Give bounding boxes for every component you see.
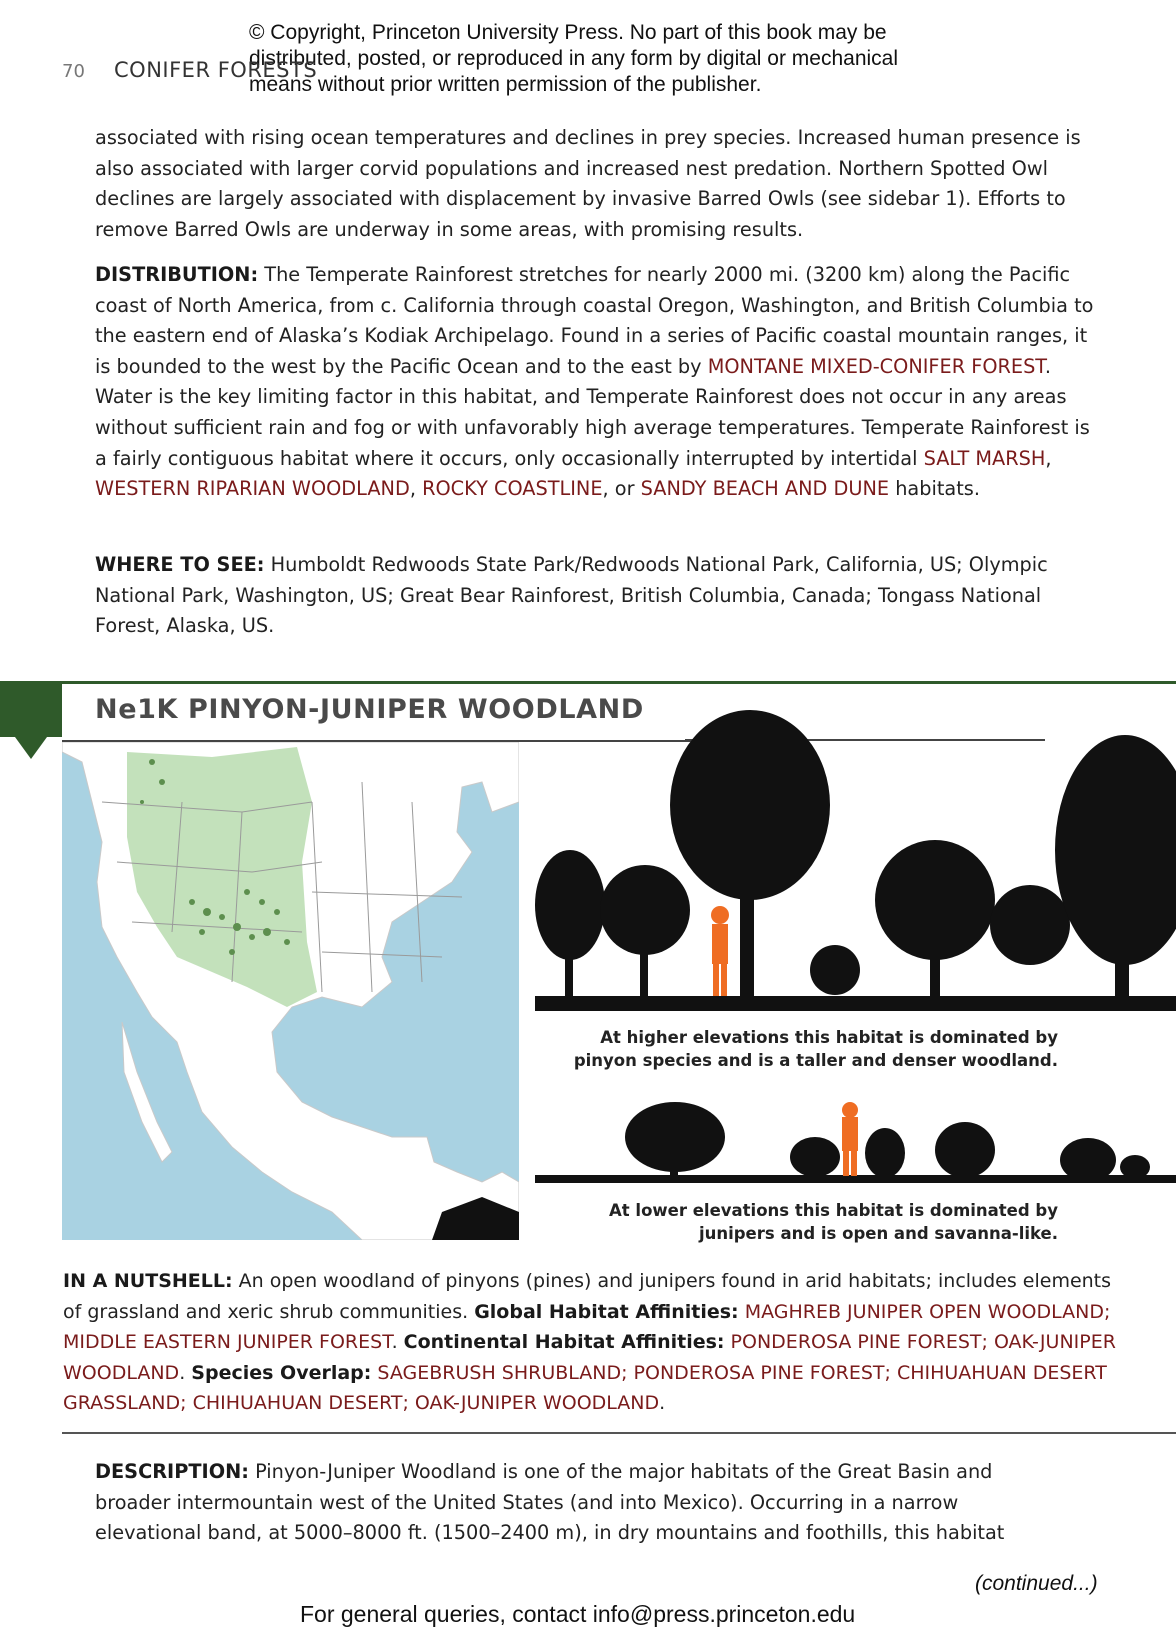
separator: . — [179, 1361, 192, 1384]
global-affinities-label: Global Habitat Affinities: — [474, 1300, 739, 1323]
copyright-line-3: means without prior written permission of the publisher. — [249, 73, 762, 96]
juniper-silhouette — [535, 1095, 1176, 1185]
habitat-link-riparian[interactable]: WESTERN RIPARIAN WOODLAND — [95, 477, 410, 501]
caption-lower: At lower elevations this habitat is dominated by junipers and is open and savanna-like. — [609, 1201, 1058, 1243]
section-tab-arrow — [15, 737, 47, 759]
land-baja-california — [122, 1022, 172, 1162]
description-paragraph — [95, 1457, 1035, 1549]
section-divider — [0, 681, 1176, 684]
separator: , — [409, 477, 423, 501]
distribution-label: DISTRIBUTION: — [95, 263, 259, 286]
running-head: CONIFER FORESTS — [114, 58, 318, 82]
person-figure — [842, 1102, 858, 1176]
pinyon-silhouette — [535, 700, 1176, 1011]
separator: , or — [602, 477, 641, 501]
habitat-link-montane[interactable]: MONTANE MIXED-CONIFER FOREST — [707, 354, 1045, 378]
nutshell-text: An open woodland of pinyons (pines) and junipers found in arid habitats; includes elements of grassland and xeric shrub communities. — [63, 1270, 1112, 1323]
where-to-see-text: Humboldt Redwoods State Park/Redwoods National Park, California, US; Olympic National Park, Washington, US; Great Bear Rainforest, British Columbia, Canada; Tongass National Forest, Alaska, US. — [95, 553, 1048, 638]
separator: , — [1045, 446, 1052, 470]
person-figure — [711, 906, 729, 996]
separator: . — [391, 1331, 404, 1354]
species-overlap-label: Species Overlap: — [191, 1361, 372, 1384]
tree-silhouettes — [535, 710, 1176, 1011]
range-map — [62, 742, 519, 1240]
habitat-link-sandy-beach[interactable]: SANDY BEACH AND DUNE — [640, 477, 890, 501]
description-text: Pinyon-Juniper Woodland is one of the major habitats of the Great Basin and broader intermountain west of the United States (and into Mexico). Occurring in a narrow elevational band, at 5000–8000 ft. (1500–2400 m), in dry mountains and foothills, this habitat — [95, 1460, 1005, 1545]
habitat-link-salt-marsh[interactable]: SALT MARSH — [923, 446, 1046, 470]
continental-affinities-label: Continental Habitat Affinities: — [403, 1331, 725, 1354]
copyright-notice — [249, 20, 969, 98]
section-title: Ne1K PINYON-JUNIPER WOODLAND — [95, 694, 644, 725]
range-map-graphic — [62, 742, 519, 1240]
pinyon-illustration — [535, 700, 1176, 1011]
description-label: DESCRIPTION: — [95, 1460, 249, 1483]
where-to-see-paragraph — [95, 550, 1095, 642]
nutshell-rule — [62, 1432, 1176, 1434]
distribution-text: The Temperate Rainforest stretches for nearly 2000 mi. (3200 km) along the Pacific coast of North America, from c. California through coastal Oregon, Washington, and British Columbia to the eastern end of Alaska’s Kodiak Archipelago. Found in a series of Pacific coastal mountain ranges, it is bounded to the west by the Pacific Ocean and to the east by — [95, 263, 1094, 378]
copyright-line-2: distributed, posted, or reproduced in any form by digital or mechanical — [249, 47, 899, 70]
caption-upper: At higher elevations this habitat is dominated by pinyon species and is a taller and denser woodland. — [573, 1028, 1058, 1070]
habitat-link-rocky-coastline[interactable]: ROCKY COASTLINE — [422, 477, 603, 501]
nutshell-label: IN A NUTSHELL: — [63, 1270, 233, 1292]
continued-note: (continued...) — [975, 1572, 1098, 1595]
species-overlap-links[interactable]: SAGEBRUSH SHRUBLAND; PONDEROSA PINE FOREST; CHIHUAHUAN DESERT GRASSLAND; CHIHUAHUAN DESERT; OAK-JUNIPER WOODLAND — [63, 1361, 1107, 1415]
footer-contact: For general queries, contact info@press.princeton.edu — [300, 1601, 856, 1627]
where-to-see-label: WHERE TO SEE: — [95, 553, 265, 576]
global-affinities-links[interactable]: MAGHREB JUNIPER OPEN WOODLAND; MIDDLE EASTERN JUNIPER FOREST — [63, 1300, 1111, 1354]
separator: . — [659, 1392, 666, 1415]
nutshell-paragraph — [63, 1266, 1123, 1419]
page-number: 70 — [62, 61, 85, 82]
distribution-text: . Water is the key limiting factor in this habitat, and Temperate Rainforest does not occur in any areas without sufficient rain and fog or with unfavorably high average temperatures. Temperate Rainforest is a fairly contiguous habitat where it occurs, only occasionally interrupted by intertidal — [95, 354, 1090, 470]
distribution-text: habitats. — [889, 477, 980, 501]
intro-paragraph: associated with rising ocean temperatures and declines in prey species. Increased human presence is also associated with larger corvid populations and increased nest predation. Northern Spotted Owl declines are largely associated with displacement by invasive Barred Owls (see sidebar 1). Efforts to remove Barred Owls are underway in some areas, with promising results. — [95, 126, 1081, 241]
copyright-line-1: © Copyright, Princeton University Press. No part of this book may be — [249, 21, 887, 44]
juniper-illustration — [535, 1095, 1176, 1185]
section-tab — [0, 683, 62, 737]
distribution-paragraph — [95, 260, 1095, 505]
continental-affinities-links[interactable]: PONDEROSA PINE FOREST; OAK-JUNIPER WOODLAND — [63, 1331, 1116, 1384]
